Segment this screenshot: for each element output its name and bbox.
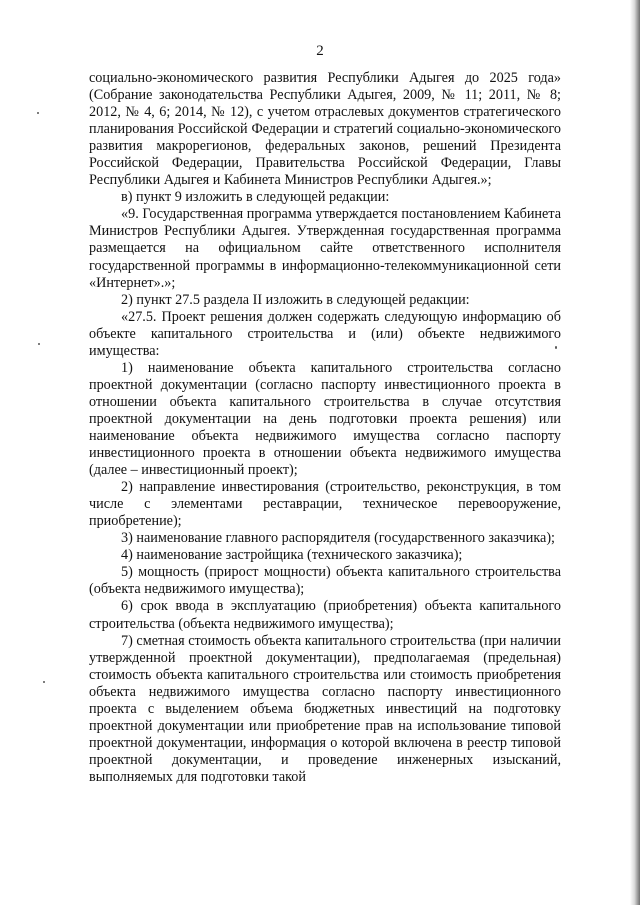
scan-edge-shadow [630,0,640,905]
document-body [89,70,561,786]
paragraph-12: 7) сметная стоимость объекта капитального строительства (при наличии утвержденной проектной документации), предполагаемая (предельная) стоимость объекта капитального строительства или стоимость приобретения объекта недвижимого имущества согласно паспорту инвестиционного проекта с выделением объема бюджетных инвестиций на подготовку проектной документации или приобретение прав на использование типовой проектной документации, информация о которой включена в реестр типовой проектной документации, и проведение инженерных изысканий, выполняемых для подготовки такой [89,632,561,785]
paragraph-11: 6) срок ввода в эксплуатацию (приобретения) объекта капитального строительства (объекта недвижимого имущества); [89,598,561,632]
paragraph-2: в) пункт 9 изложить в следующей редакции: [121,189,390,206]
paragraph-3: «9. Государственная программа утверждается постановлением Кабинета Министров Республики Адыгея. Утвержденная государственная программа размещается на официальном сайте ответственного исполнителя государственной программы в информационно-телекоммуникационной сети «Интернет».»; [89,206,561,291]
paragraph-7: 2) направление инвестирования (строительство, реконструкция, в том числе с элементами реставрации, техническое перевооружение, приобретение); [89,479,561,530]
paragraph-1: социально-экономического развития Республики Адыгея до 2025 года» (Собрание законодательства Республики Адыгея, 2009, № 11; 2011, № 8; 2012, № 4, 6; 2014, № 12), с учетом отраслевых документов стратегического планирования Российской Федерации и стратегий социально-экономического развития макрорегионов, федеральных законов, решений Президента Российской Федерации, Правительства Российской Федерации, Главы Республики Адыгея и Кабинета Министров Республики Адыгея.»; [89,70,561,189]
paragraph-5: «27.5. Проект решения должен содержать следующую информацию об объекте капитального строительства и (или) объекте недвижимого имущества: [89,308,561,359]
scan-speck [38,343,40,345]
scan-speck [37,112,39,114]
page-number: 2 [316,43,324,59]
paragraph-8: 3) наименование главного распорядителя (государственного заказчика); [121,530,555,547]
paragraph-9: 4) наименование застройщика (технического заказчика); [121,547,463,564]
scan-speck [43,681,45,683]
paragraph-10: 5) мощность (прирост мощности) объекта капитального строительства (объекта недвижимого имущества); [89,564,561,598]
paragraph-4: 2) пункт 27.5 раздела II изложить в следующей редакции: [121,291,470,308]
paragraph-6: 1) наименование объекта капитального строительства согласно проектной документации (согласно паспорту инвестиционного проекта в отношении объекта капитального строительства в случае отсутствия проектной документации на день подготовки проекта решения) или наименование объекта недвижимого имущества согласно паспорту инвестиционного проекта в отношении объекта недвижимого имущества (далее – инвестиционный проект); [89,359,561,479]
scan-speck [555,346,557,349]
